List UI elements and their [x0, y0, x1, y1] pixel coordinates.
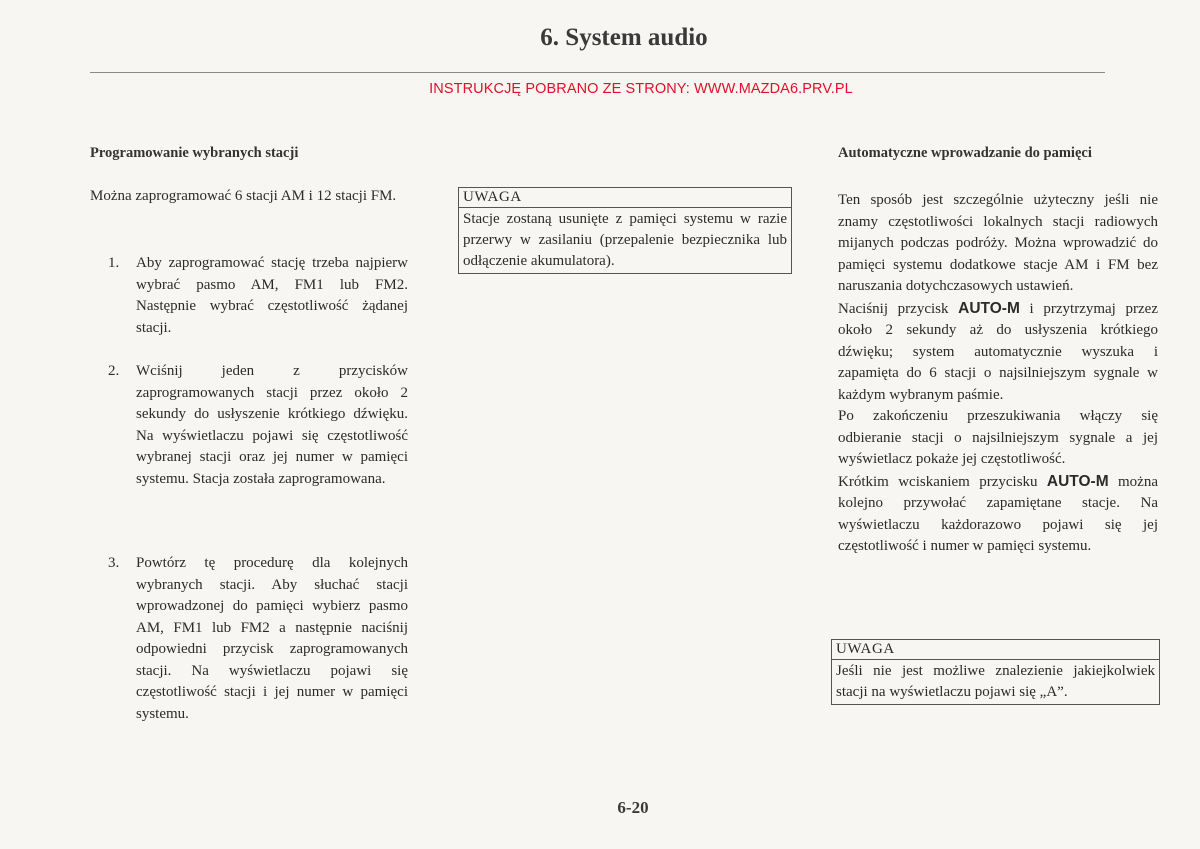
section-heading-programming: Programowanie wybranych stacji: [90, 145, 299, 161]
list-item: [108, 253, 408, 339]
note-box-no-station: [831, 639, 1160, 705]
text-span: i przytrzymaj przez około 2 sekundy aż do usłyszenia krótkiego dźwięku; system automatycznie wyszuka i zapamięta do 6 stacji o najsilniejszym sygnale w każdym wybranym paśmie.: [838, 300, 1158, 403]
source-watermark-text: INSTRUKCJĘ POBRANO ZE STRONY: WWW.MAZDA6.PRV.PL: [429, 81, 853, 97]
intro-paragraph: [90, 186, 410, 208]
text-span: Krótkim wciskaniem przycisku: [838, 473, 1047, 490]
page-title: 6. System audio: [540, 24, 708, 51]
paragraph: [838, 298, 1158, 407]
step-text: Powtórz tę procedurę dla kolejnych wybranych stacji. Aby słuchać stacji wprowadzonej do pamięci wybierz pasmo AM, FM1 lub FM2 a następnie naciśnij odpowiedni przycisk zaprogramowanych stacji. Na wyświetlaczu pojawi się częstotliwość stacji i jej numer w pamięci systemu.: [136, 555, 408, 722]
note-box-body: Jeśli nie jest możliwe znalezienie jakiejkolwiek stacji na wyświetlaczu pojawi się „A”.: [836, 663, 1155, 700]
step-text: Wciśnij jeden z przycisków zaprogramowanych stacji przez około 2 sekundy do usłyszenie krótkiego dźwięku. Na wyświetlaczu pojawi się częstotliwość wybranej stacji oraz jej numer w pamięci systemu. Stacja została zaprogramowana.: [136, 363, 408, 487]
paragraph: [838, 471, 1158, 558]
step-number: 2.: [108, 363, 120, 379]
title-divider: [90, 72, 1105, 73]
paragraph: Po zakończeniu przeszukiwania włączy się odbieranie stacji o najsilniejszym sygnale a jej wyświetlacz pokaże jej częstotliwość.: [838, 408, 1158, 467]
note-box-body: Stacje zostaną usunięte z pamięci systemu w razie przerwy w zasilaniu (przepalenie bezpiecznika lub odłączenie akumulatora).: [463, 211, 787, 269]
step-number: 1.: [108, 255, 120, 271]
paragraph: Ten sposób jest szczególnie użyteczny jeśli nie znamy częstotliwości lokalnych stacji radiowych mijanych podczas podróży. Można wprowadzić do pamięci systemu dodatkowe stacje AM i FM bez naruszania dotychczasowych ustawień.: [838, 192, 1158, 294]
note-box-memory-loss: [458, 187, 792, 274]
list-item: [108, 361, 408, 490]
step-text: Aby zaprogramować stację trzeba najpierw wybrać pasmo AM, FM1 lub FM2. Następnie wybrać częstotliwość żądanej stacji.: [136, 255, 408, 336]
auto-m-button-label: AUTO-M: [1046, 472, 1109, 490]
page-number: 6-20: [617, 798, 649, 817]
text-span: Naciśnij przycisk: [838, 300, 959, 317]
intro-text: Można zaprogramować 6 stacji AM i 12 stacji FM.: [90, 188, 397, 204]
section-heading-auto-memory: Automatyczne wprowadzanie do pamięci: [838, 145, 1092, 161]
text-span: można kolejno przywołać zapamiętane stacje. Na wyświetlaczu każdorazowo pojawi się jej częstotliwość i numer w pamięci systemu.: [838, 473, 1158, 554]
step-number: 3.: [108, 555, 120, 571]
list-item: [108, 553, 408, 725]
auto-m-button-label: AUTO-M: [958, 299, 1020, 317]
steps-list: [108, 253, 408, 753]
note-box-title: UWAGA: [832, 640, 1159, 660]
auto-memory-text: [838, 190, 1158, 558]
note-box-title: UWAGA: [459, 188, 791, 208]
